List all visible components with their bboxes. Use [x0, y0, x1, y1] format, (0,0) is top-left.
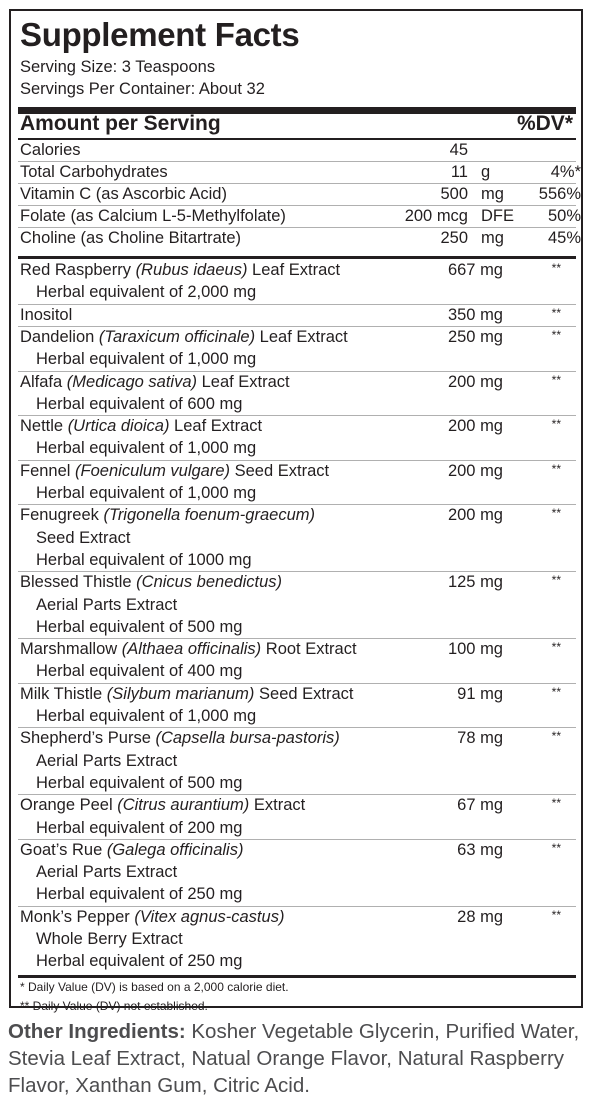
ingredient-amount: 78 mg: [457, 729, 503, 748]
ingredient-line: [20, 259, 340, 281]
ingredient-text: Orange Peel: [20, 796, 118, 815]
ingredient-text: Dandelion: [20, 327, 99, 346]
ingredient-dv: **: [551, 372, 561, 387]
ingredient-line: [20, 504, 315, 526]
ingredient-text: Inositol: [20, 305, 73, 324]
ingredient-text: Leaf Extract: [255, 327, 348, 346]
botanical-name: (Trigonella foenum-graecum): [103, 506, 315, 525]
ingredient-text: Herbal equivalent of 1000 mg: [36, 550, 252, 569]
botanical-name: (Silybum marianum): [106, 684, 255, 703]
ingredient-line: [36, 348, 256, 370]
ingredient-line: [20, 371, 290, 393]
nutrient-amount: 45: [449, 141, 468, 159]
ingredient-line: [36, 928, 183, 950]
ingredient-line: [36, 281, 256, 303]
ingredient-text: Nettle: [20, 417, 68, 436]
botanical-name: (Capsella bursa-pastoris): [155, 729, 340, 748]
nutrient-unit: mg: [481, 185, 504, 203]
ingredient-text: Herbal equivalent of 600 mg: [36, 394, 243, 413]
ingredient-text: Red Raspberry: [20, 261, 136, 279]
row-divider: [18, 205, 576, 206]
nutrient-name: Total Carbohydrates: [20, 163, 168, 181]
ingredient-amount: 63 mg: [457, 840, 503, 859]
ingredient-amount: 28 mg: [457, 907, 503, 926]
ingredient-text: Marshmallow: [20, 640, 122, 659]
botanical-name: (Foeniculum vulgare): [75, 461, 231, 480]
nutrient-amount: 500: [440, 185, 468, 203]
ingredient-amount: 200 mg: [447, 372, 503, 391]
ingredient-text: Herbal equivalent of 500 mg: [36, 617, 243, 636]
ingredient-line: [20, 460, 329, 482]
ingredient-text: Monk’s Pepper: [20, 907, 135, 926]
ingredient-line: [36, 616, 242, 638]
ingredient-text: Herbal equivalent of 250 mg: [36, 952, 243, 971]
nutrient-unit: DFE: [481, 207, 514, 225]
ingredient-line: [20, 906, 284, 928]
ingredient-amount: 200 mg: [447, 506, 503, 525]
bottom-rule: [18, 975, 576, 978]
ingredient-text: Fenugreek: [20, 506, 104, 525]
ingredient-text: Aerial Parts Extract: [36, 595, 178, 614]
nutrient-dv: 45%: [547, 229, 581, 247]
botanical-name: (Althaea officinalis): [121, 640, 262, 659]
botanical-name: (Vitex agnus-castus): [134, 907, 285, 926]
ingredient-dv: **: [551, 796, 561, 811]
ingredient-line: [36, 527, 130, 549]
footnote-not-established: ** Daily Value (DV) not established.: [20, 999, 208, 1013]
ingredient-amount: 250 mg: [447, 327, 503, 346]
ingredient-text: Seed Extract: [230, 461, 330, 480]
ingredient-line: [36, 772, 242, 794]
ingredient-line: [36, 594, 177, 616]
ingredient-text: Herbal equivalent of 400 mg: [36, 662, 243, 681]
ingredient-text: Seed Extract: [36, 528, 131, 547]
ingredient-text: Blessed Thistle: [20, 573, 137, 592]
ingredient-text: Herbal equivalent of 1,000 mg: [36, 439, 257, 458]
ingredient-line: [20, 415, 262, 437]
nutrient-dv: 556%: [538, 185, 581, 203]
botanical-name: (Citrus aurantium): [117, 796, 250, 815]
ingredient-text: Milk Thistle: [20, 684, 107, 703]
nutrient-unit: g: [481, 163, 491, 181]
ingredient-line: [36, 861, 177, 883]
nutrient-name: Calories: [20, 141, 81, 159]
ingredient-dv: **: [551, 261, 561, 275]
ingredient-text: Aerial Parts Extract: [36, 863, 178, 882]
ingredient-text: Leaf Extract: [247, 261, 341, 279]
ingredient-line: [36, 660, 242, 682]
ingredient-line: [20, 683, 353, 705]
ingredient-line: [20, 638, 357, 660]
ingredient-line: [20, 304, 72, 326]
ingredient-amount: 667 mg: [447, 261, 503, 279]
other-ingredients-label: Other Ingredients:: [8, 1020, 186, 1043]
nutrient-dv: 4%*: [550, 163, 581, 181]
ingredient-line: [36, 549, 252, 571]
nutrient-name: Choline (as Choline Bitartrate): [20, 229, 242, 247]
footnote-daily-value: * Daily Value (DV) is based on a 2,000 calorie diet.: [20, 980, 289, 994]
ingredient-dv: **: [551, 684, 561, 699]
nutrient-amount: 250: [440, 229, 468, 247]
ingredient-text: Herbal equivalent of 1,000 mg: [36, 484, 257, 502]
ingredient-text: Fennel: [20, 461, 76, 480]
ingredient-line: [20, 326, 348, 348]
ingredient-text: Herbal equivalent of 200 mg: [36, 818, 243, 837]
botanical-name: (Cnicus benedictus): [136, 573, 282, 592]
nutrient-amount: 11: [450, 163, 468, 181]
servings-per-container: Servings Per Container: About 32: [20, 80, 265, 98]
ingredient-text: Goat’s Rue: [20, 840, 107, 859]
ingredient-line: [36, 437, 256, 459]
ingredient-dv: **: [551, 573, 561, 588]
ingredient-text: Whole Berry Extract: [36, 930, 183, 948]
ingredient-amount: 200 mg: [447, 461, 503, 480]
nutrient-name: Vitamin C (as Ascorbic Acid): [20, 185, 227, 203]
botanical-name: (Medicago sativa): [66, 372, 198, 391]
ingredient-text: Herbal equivalent of 250 mg: [36, 885, 243, 904]
ingredient-text: Leaf Extract: [169, 417, 263, 436]
row-divider: [18, 227, 576, 228]
daily-value-header: %DV*: [516, 112, 573, 135]
serving-size: Serving Size: 3 Teaspoons: [20, 58, 216, 76]
ingredient-dv: **: [551, 327, 561, 342]
header-rule: [18, 138, 576, 140]
row-divider: [18, 183, 576, 184]
other-ingredients-text: Kosher Vegetable Glycerin, Purified Water, Stevia Leaf Extract, Natual Orange Flavor, Natural Raspberry Flavor, Xanthan Gum, Citric Acid.: [8, 1020, 580, 1097]
ingredient-line: [20, 571, 282, 593]
botanical-name: (Rubus idaeus): [135, 261, 248, 279]
ingredient-amount: 91 mg: [457, 684, 503, 703]
ingredient-text: Herbal equivalent of 500 mg: [36, 773, 243, 792]
ingredient-line: [36, 482, 256, 504]
ingredient-line: [36, 883, 242, 905]
ingredient-line: [20, 839, 243, 861]
ingredient-text: Leaf Extract: [197, 372, 290, 391]
ingredient-line: [20, 727, 340, 749]
ingredient-dv: **: [551, 840, 561, 855]
nutrient-name: Folate (as Calcium L-5-Methylfolate): [20, 207, 286, 225]
ingredient-dv: **: [551, 506, 561, 521]
botanical-name: (Urtica dioica): [67, 417, 170, 436]
nutrient-dv: 50%: [547, 207, 581, 225]
ingredient-amount: 67 mg: [457, 796, 503, 815]
ingredient-dv: **: [551, 417, 561, 432]
ingredient-dv: **: [551, 907, 561, 922]
ingredient-text: Herbal equivalent of 1,000 mg: [36, 707, 257, 725]
ingredient-text: Herbal equivalent of 1,000 mg: [36, 350, 257, 369]
ingredient-amount: 200 mg: [447, 417, 503, 436]
ingredient-dv: **: [551, 461, 561, 476]
ingredient-line: [36, 817, 242, 839]
ingredient-line: [36, 393, 242, 415]
ingredient-text: Aerial Parts Extract: [36, 751, 178, 770]
ingredient-line: [20, 794, 305, 816]
ingredient-text: Herbal equivalent of 2,000 mg: [36, 283, 257, 302]
other-ingredients: [8, 1018, 594, 1099]
botanical-name: (Taraxicum officinale): [98, 327, 256, 346]
ingredient-line: [36, 750, 177, 772]
ingredient-dv: **: [551, 640, 561, 655]
nutrient-amount: 200 mcg: [404, 207, 468, 225]
nutrient-unit: mg: [481, 229, 504, 247]
ingredient-text: Root Extract: [261, 640, 357, 659]
ingredient-line: [36, 950, 242, 972]
ingredient-dv: **: [551, 729, 561, 744]
ingredient-text: Seed Extract: [254, 684, 354, 703]
amount-per-serving-header: Amount per Serving: [20, 112, 221, 135]
botanical-name: (Galega officinalis): [106, 840, 244, 859]
panel-title: Supplement Facts: [20, 16, 300, 53]
ingredient-amount: 125 mg: [447, 573, 503, 592]
ingredient-amount: 100 mg: [447, 640, 503, 659]
ingredient-amount: 350 mg: [447, 305, 503, 324]
ingredient-text: Shepherd’s Purse: [20, 729, 156, 748]
ingredient-dv: **: [551, 305, 561, 320]
row-divider: [18, 161, 576, 162]
supplement-facts-panel: [9, 9, 583, 1013]
ingredient-line: [36, 705, 256, 727]
ingredient-text: Alfafa: [20, 372, 67, 391]
ingredient-text: Extract: [249, 796, 306, 815]
